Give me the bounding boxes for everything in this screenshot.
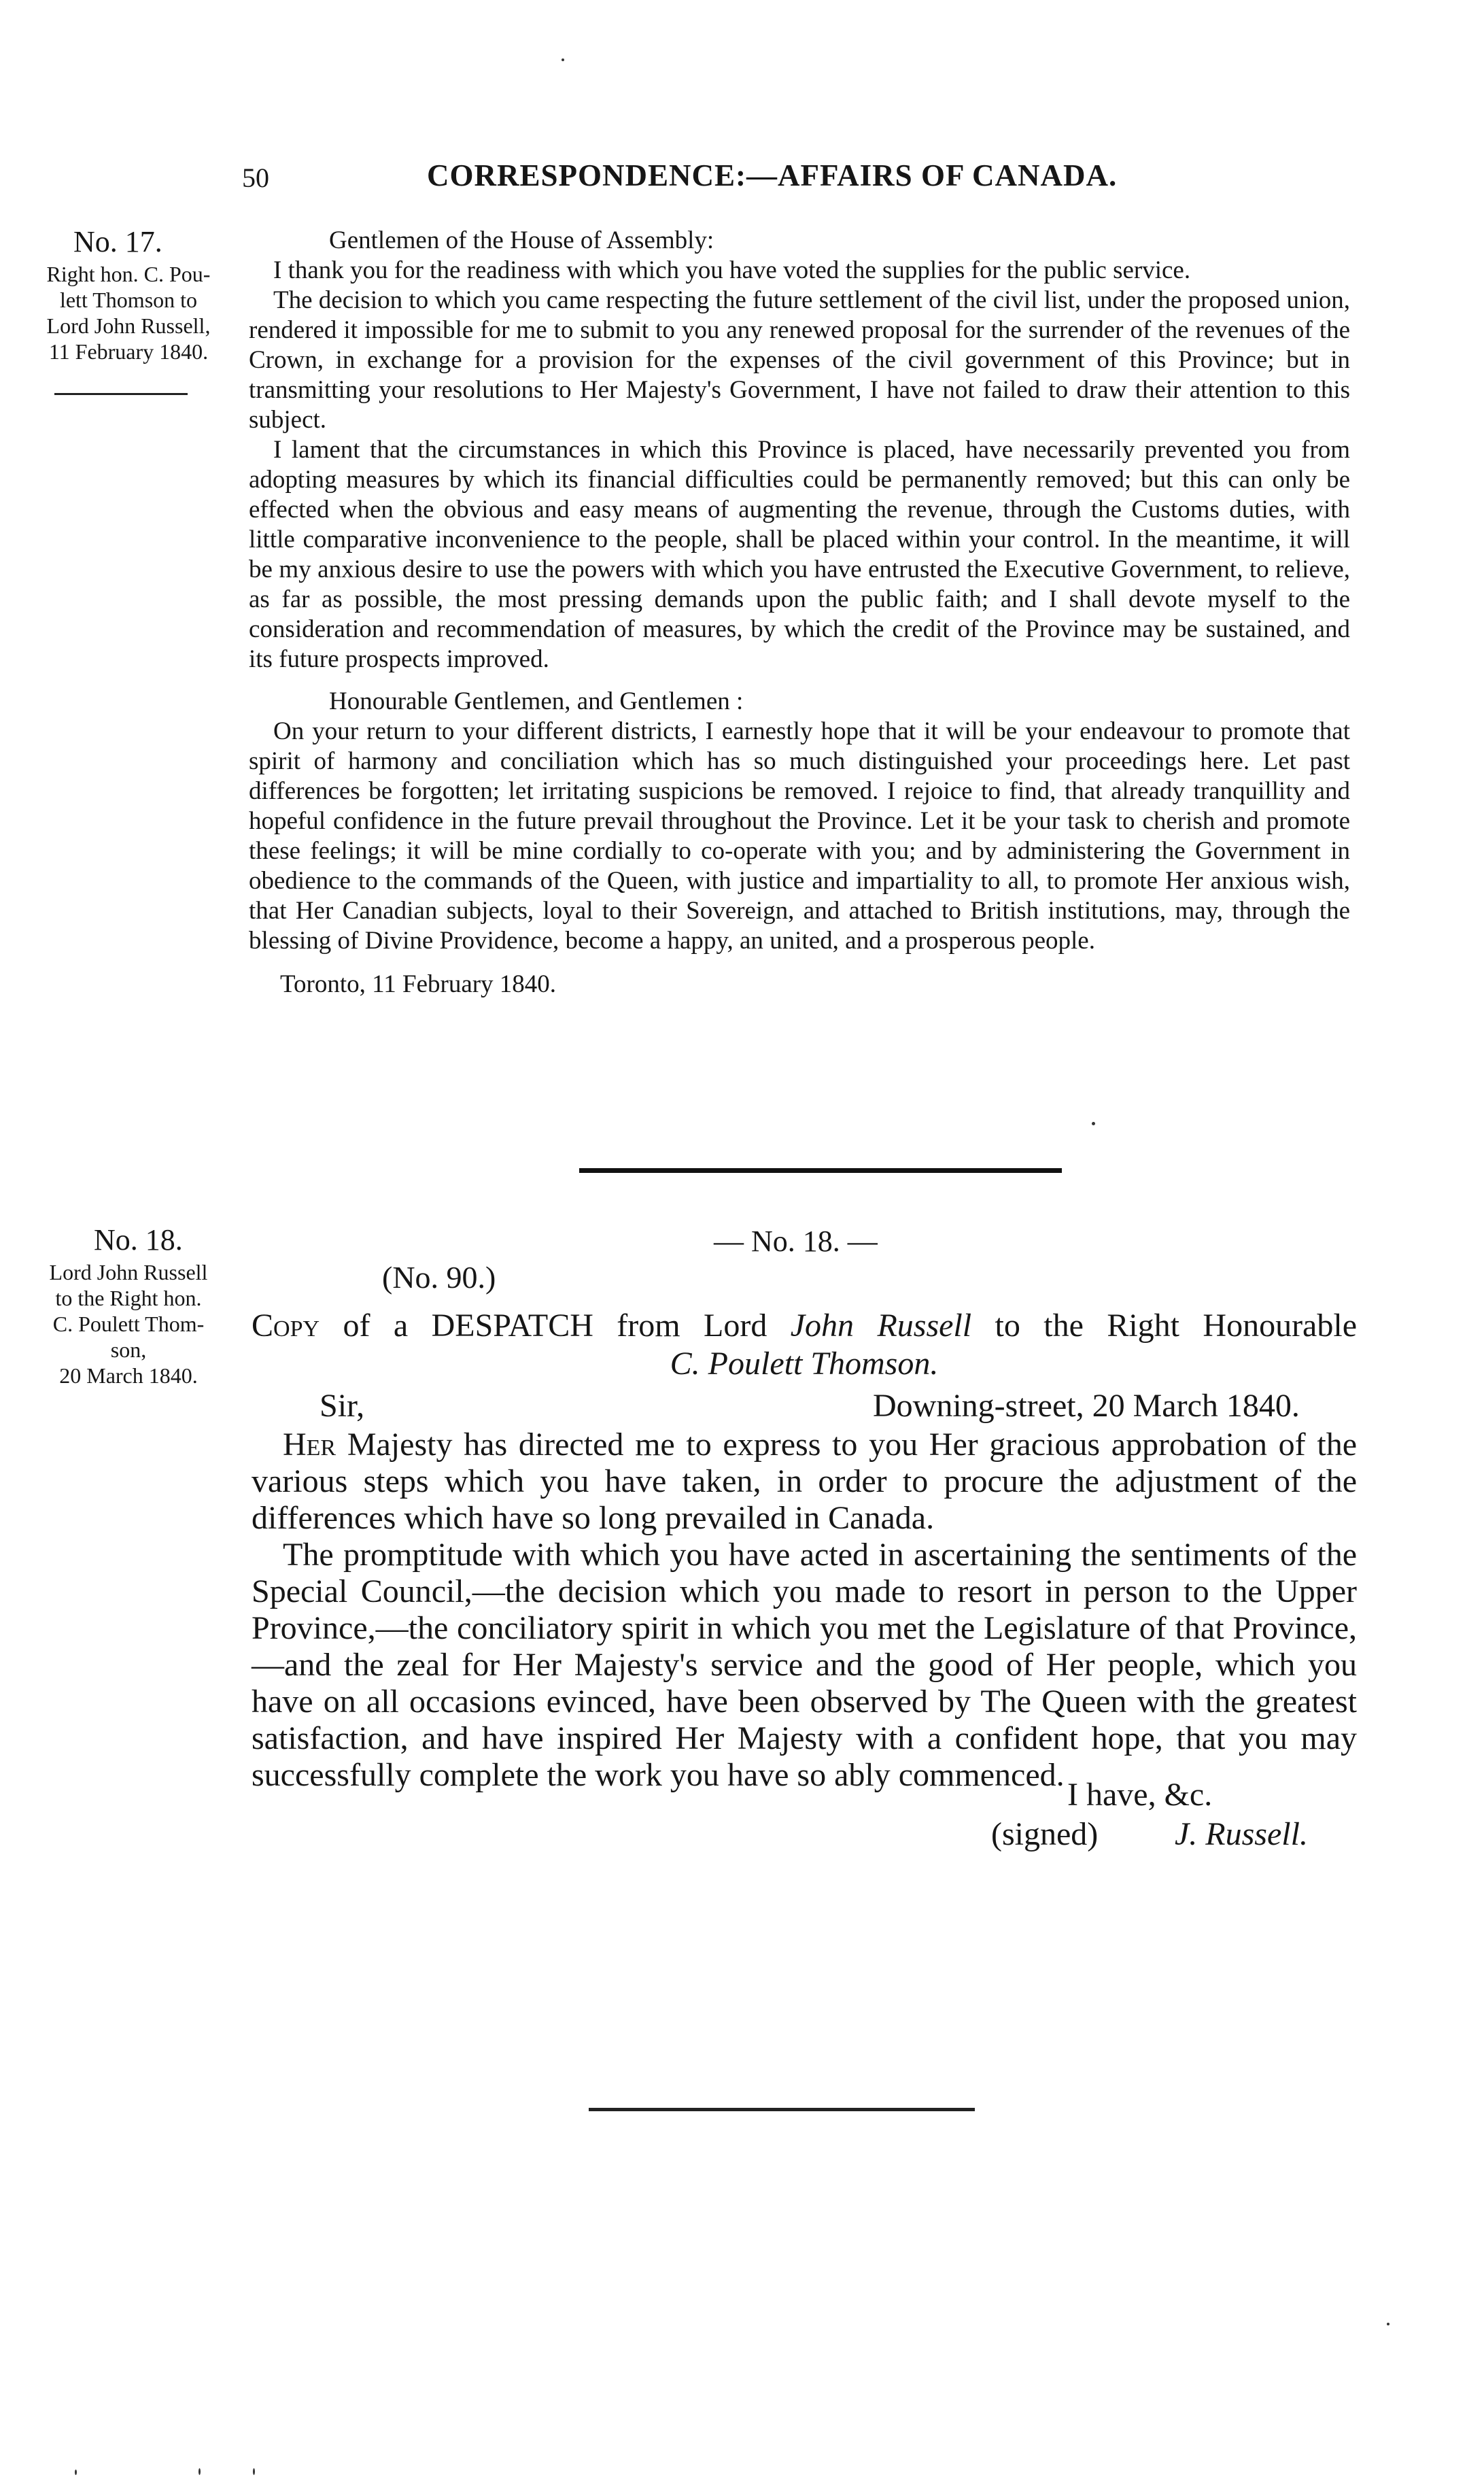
title-name: John Russell xyxy=(790,1308,972,1344)
paragraph: I lament that the circumstances in which this Province is placed, have necessarily prevented you from adopting measures by which its financial difficulties could be permanently removed; but this can only be effected when the obvious and easy means of augmenting the revenue, through the Customs duties, with little comparative inconvenience to the people, shall be placed within your control. In the meantime, it will be my anxious desire to use the powers with which you have entrusted the Executive Government, to relieve, as far as possible, the most pressing demands upon the public faith; and I shall devote myself to the consideration and recommendation of measures, by which the credit of the Province may be sustained, and its future prospects improved. xyxy=(249,436,1350,673)
signature: J. Russell. xyxy=(1175,1816,1308,1852)
margin-note-line: C. Poulett Thom- xyxy=(52,1312,205,1336)
paragraph-text: Majesty has directed me to express to you Her gracious approbation of the various steps which you have taken, in order to procure the adjustment of the differences which have so long prevailed in Canada. xyxy=(252,1427,1357,1536)
section-heading: — No. 18. — xyxy=(714,1225,878,1258)
margin-note-line: Lord John Russell xyxy=(49,1260,208,1284)
salutation-sir: Sir, xyxy=(320,1388,365,1424)
margin-note-line: son, xyxy=(110,1337,147,1362)
margin-number-18: No. 18. xyxy=(94,1223,183,1257)
margin-note-line: Right hon. C. Pou- xyxy=(46,262,211,286)
margin-note-line: 11 February 1840. xyxy=(48,339,209,364)
end-rule xyxy=(589,2108,975,2111)
print-speck xyxy=(1387,2323,1390,2325)
print-speck xyxy=(562,58,564,61)
paragraph: The promptitude with which you have acted in ascertaining the sentiments of the Special Council,—the decision which you made to resort in person to the Upper Province,—the conciliatory spirit in which you met the Legislature of that Province,—and the zeal for Her Majesty's service and the good of Her people, which you have on all occasions evinced, have been observed by The Queen with the greatest satisfaction, and have inspired Her Majesty with a confident hope, that you may successfully complete the work you have so ably commenced. xyxy=(252,1537,1357,1793)
margin-note-line: Lord John Russell, xyxy=(46,313,211,338)
running-title: CORRESPONDENCE:—AFFAIRS OF CANADA. xyxy=(427,158,1118,192)
title-despatch: DESPATCH xyxy=(431,1308,593,1344)
closing: I have, &c. xyxy=(1067,1777,1213,1813)
print-speck xyxy=(1092,1122,1095,1125)
margin-note-line: lett Thomson to xyxy=(59,288,198,312)
title-text: from Lord xyxy=(593,1308,791,1344)
title-text: to the Right Honourable xyxy=(971,1308,1358,1344)
title-copy: Copy xyxy=(252,1308,320,1344)
paragraph: I thank you for the readiness with which you have voted the supplies for the public service. xyxy=(273,256,1191,284)
paragraph xyxy=(252,1427,1357,1537)
place-date: Downing-street, 20 March 1840. xyxy=(873,1388,1300,1424)
margin-number-17: No. 17. xyxy=(73,225,162,258)
paragraph: On your return to your different districts, I earnestly hope that it will be your endeavour to promote that spirit of harmony and conciliation which has so much distinguished your proceedings here. Let past differences be forgotten; let irritating suspicions be removed. I rejoice to find, that already tranquillity and hopeful confidence in the future prevail throughout the Province. Let it be your task to cherish and promote these feelings; it will be mine cordially to co-operate with you; and by administering the Government in obedience to the commands of the Queen, with justice and impartiality to all, to promote Her anxious wish, that Her Canadian subjects, loyal to their Sovereign, and attached to British institutions, may, through the blessing of Divine Providence, become a happy, an united, and a prosperous people. xyxy=(249,717,1350,955)
lead-word: Her xyxy=(283,1427,337,1463)
margin-rule xyxy=(54,393,188,395)
salutation: Gentlemen of the House of Assembly: xyxy=(329,226,714,254)
print-speck xyxy=(199,2468,201,2475)
page-number: 50 xyxy=(242,163,269,193)
dateline: Toronto, 11 February 1840. xyxy=(280,970,557,998)
despatch-body xyxy=(252,1427,1357,1794)
margin-note-18 xyxy=(14,1259,243,1388)
despatch-title xyxy=(252,1307,1357,1383)
paragraph: The decision to which you came respecting the future settlement of the civil list, under the proposed union, rendered it impossible for me to submit to you any renewed proposal for the surrender of the revenues of the Crown, in exchange for a provision for the expenses of the civil government of this Province; but in transmitting your resolutions to Her Majesty's Government, I have not failed to draw their attention to this subject. xyxy=(249,286,1350,434)
section-divider xyxy=(579,1168,1062,1173)
title-line-2: C. Poulett Thomson. xyxy=(670,1346,939,1382)
margin-note-line: to the Right hon. xyxy=(55,1286,202,1310)
title-text: of a xyxy=(320,1308,432,1344)
print-speck xyxy=(75,2470,77,2475)
print-speck xyxy=(253,2468,255,2475)
salutation-2: Honourable Gentlemen, and Gentlemen : xyxy=(329,687,744,715)
margin-note-line: 20 March 1840. xyxy=(59,1363,198,1388)
letter-17-body xyxy=(249,226,1350,1000)
signed-label: (signed) xyxy=(991,1816,1099,1852)
title-line-1 xyxy=(252,1307,1357,1345)
despatch-number: (No. 90.) xyxy=(382,1260,496,1295)
margin-note-17 xyxy=(14,261,243,364)
